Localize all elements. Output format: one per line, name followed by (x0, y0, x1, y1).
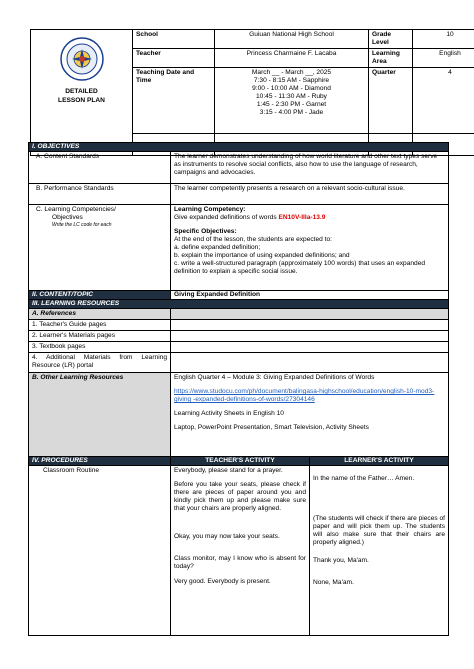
quarter-label: Quarter (369, 68, 413, 134)
so-item-b: b. explain the importance of using expanded definitions; and (174, 252, 350, 260)
content-standards-label: A. Content Standards (29, 152, 171, 184)
lc-text: Give expanded definitions of words (174, 214, 277, 222)
classroom-routine-label: Classroom Routine (29, 466, 171, 636)
competencies-label (29, 205, 171, 291)
learner-line: (The students will check if there are pieces of paper and will pick them up. The students will also make sure that their chairs are properly aligned.) (313, 515, 445, 547)
learner-activity-heading: LEARNER'S ACTIVITY (310, 457, 449, 466)
area-value: English (413, 49, 474, 68)
grade-value: 10 (413, 30, 474, 49)
lm-label: 2. Learner's Materials pages (29, 331, 171, 342)
date-line: 1:45 - 2:30 PM - Garnet (256, 101, 327, 109)
other-resources-text (171, 373, 449, 457)
so-heading: Specific Objectives: (174, 228, 237, 236)
school-value: Guiuan National High School (215, 30, 369, 49)
content-topic-heading: II. CONTENT/TOPIC (29, 291, 171, 300)
competencies-label-line2: Objectives (52, 214, 83, 222)
so-item-a: a. define expanded definition; (174, 244, 261, 252)
date-line: 9:00 - 10:00 AM - Diamond (252, 85, 331, 93)
lesson-body-table (28, 142, 449, 636)
objectives-heading: I. OBJECTIVES (29, 143, 449, 152)
resources-heading: III. LEARNING RESOURCES (29, 300, 449, 309)
dlp-title-line2: LESSON PLAN (58, 96, 105, 104)
learner-line: None, Ma'am. (313, 579, 354, 587)
date-line: 10:45 - 11:30 AM - Ruby (256, 93, 327, 101)
content-standards-text: The learner demonstrates understanding of how world literature and other text types serve as instruments to resolve social conflicts, also how to use the language of research, campaigns and advocacies. (171, 152, 449, 184)
other-resources-label: B. Other Learning Resources (29, 373, 171, 457)
date-line: March __ - March __, 2025 (251, 69, 332, 77)
tg-value (171, 320, 449, 331)
tb-label: 3. Textbook pages (29, 342, 171, 353)
additional-materials-value (171, 353, 449, 373)
header-table (30, 29, 474, 156)
learner-activity-text (310, 466, 449, 636)
competencies-note: Write the LC code for each (52, 222, 112, 229)
learner-line: In the name of the Father… Amen. (313, 475, 415, 483)
teacher-line: Everybody, please stand for a prayer. (174, 467, 283, 475)
teacher-value: Princess Charmaine F. Lacaba (215, 49, 369, 68)
competencies-label-line1: C. Learning Competencies/ (36, 206, 116, 214)
other-resource-materials: Laptop, PowerPoint Presentation, Smart Television, Activity Sheets (174, 424, 369, 432)
content-topic-value: Giving Expanded Definition (171, 291, 449, 300)
teacher-activity-text (171, 466, 310, 636)
tg-label: 1. Teacher's Guide pages (29, 320, 171, 331)
so-item-c: c. write a well-structured paragraph (approximately 100 words) that uses an expanded definition to explain a specific social issue. (174, 260, 426, 276)
logo-cell (31, 30, 133, 156)
lc-heading: Learning Competency: (174, 206, 246, 214)
teacher-label: Teacher (133, 49, 215, 68)
teacher-line: Before you take your seats, please check if there are pieces of paper around you and kindly pick them up and please make sure that your chairs are properly aligned. (174, 481, 306, 513)
lc-line (174, 214, 445, 222)
lm-value (171, 331, 449, 342)
lc-code: EN10V-IIIa-13.9 (278, 214, 326, 222)
tb-value (171, 342, 449, 353)
quarter-value: 4 (413, 68, 474, 134)
date-label: Teaching Date and Time (133, 68, 215, 134)
area-label: Learning Area (369, 49, 413, 68)
so-intro: At the end of the lesson, the students are expected to: (174, 236, 332, 244)
other-resource-module: English Quarter 4 – Module 3: Giving Expanded Definitions of Words (174, 374, 375, 382)
references-blank (171, 309, 449, 320)
date-value (215, 68, 369, 134)
references-label: A. References (29, 309, 171, 320)
date-line: 3:15 - 4:00 PM - Jade (259, 109, 324, 117)
performance-standards-text: The learner competently presents a research on a relevant socio-cultural issue. (171, 184, 449, 205)
teacher-line: Okay, you may now take your seats. (174, 533, 280, 541)
learner-line: Thank you, Ma'am. (313, 557, 369, 565)
teacher-activity-heading: TEACHER'S ACTIVITY (171, 457, 310, 466)
studocu-link[interactable]: https://www.studocu.com/ph/document/balingasa-highschool/education/english-10-mod3-giving -expanded-definitions-of-words/27304146 (174, 388, 435, 404)
grade-label: Grade Level (369, 30, 413, 49)
dlp-title (34, 88, 129, 105)
dlp-title-line1: DETAILED (65, 88, 98, 96)
performance-standards-label: B. Performance Standards (29, 184, 171, 205)
teacher-line: Very good. Everybody is present. (174, 577, 271, 585)
procedures-heading: IV. PROCEDURES (29, 457, 171, 466)
deped-seal-icon (60, 37, 104, 81)
competencies-text (171, 205, 449, 291)
other-resource-las: Learning Activity Sheets in English 10 (174, 410, 284, 418)
school-label: School (133, 30, 215, 49)
additional-materials-label: 4. Additional Materials from Learning Resource (LR) portal (29, 353, 171, 373)
teacher-line: Class monitor, may I know who is absent for today? (174, 555, 306, 571)
date-line: 7:30 - 8:15 AM - Sapphire (253, 77, 330, 85)
